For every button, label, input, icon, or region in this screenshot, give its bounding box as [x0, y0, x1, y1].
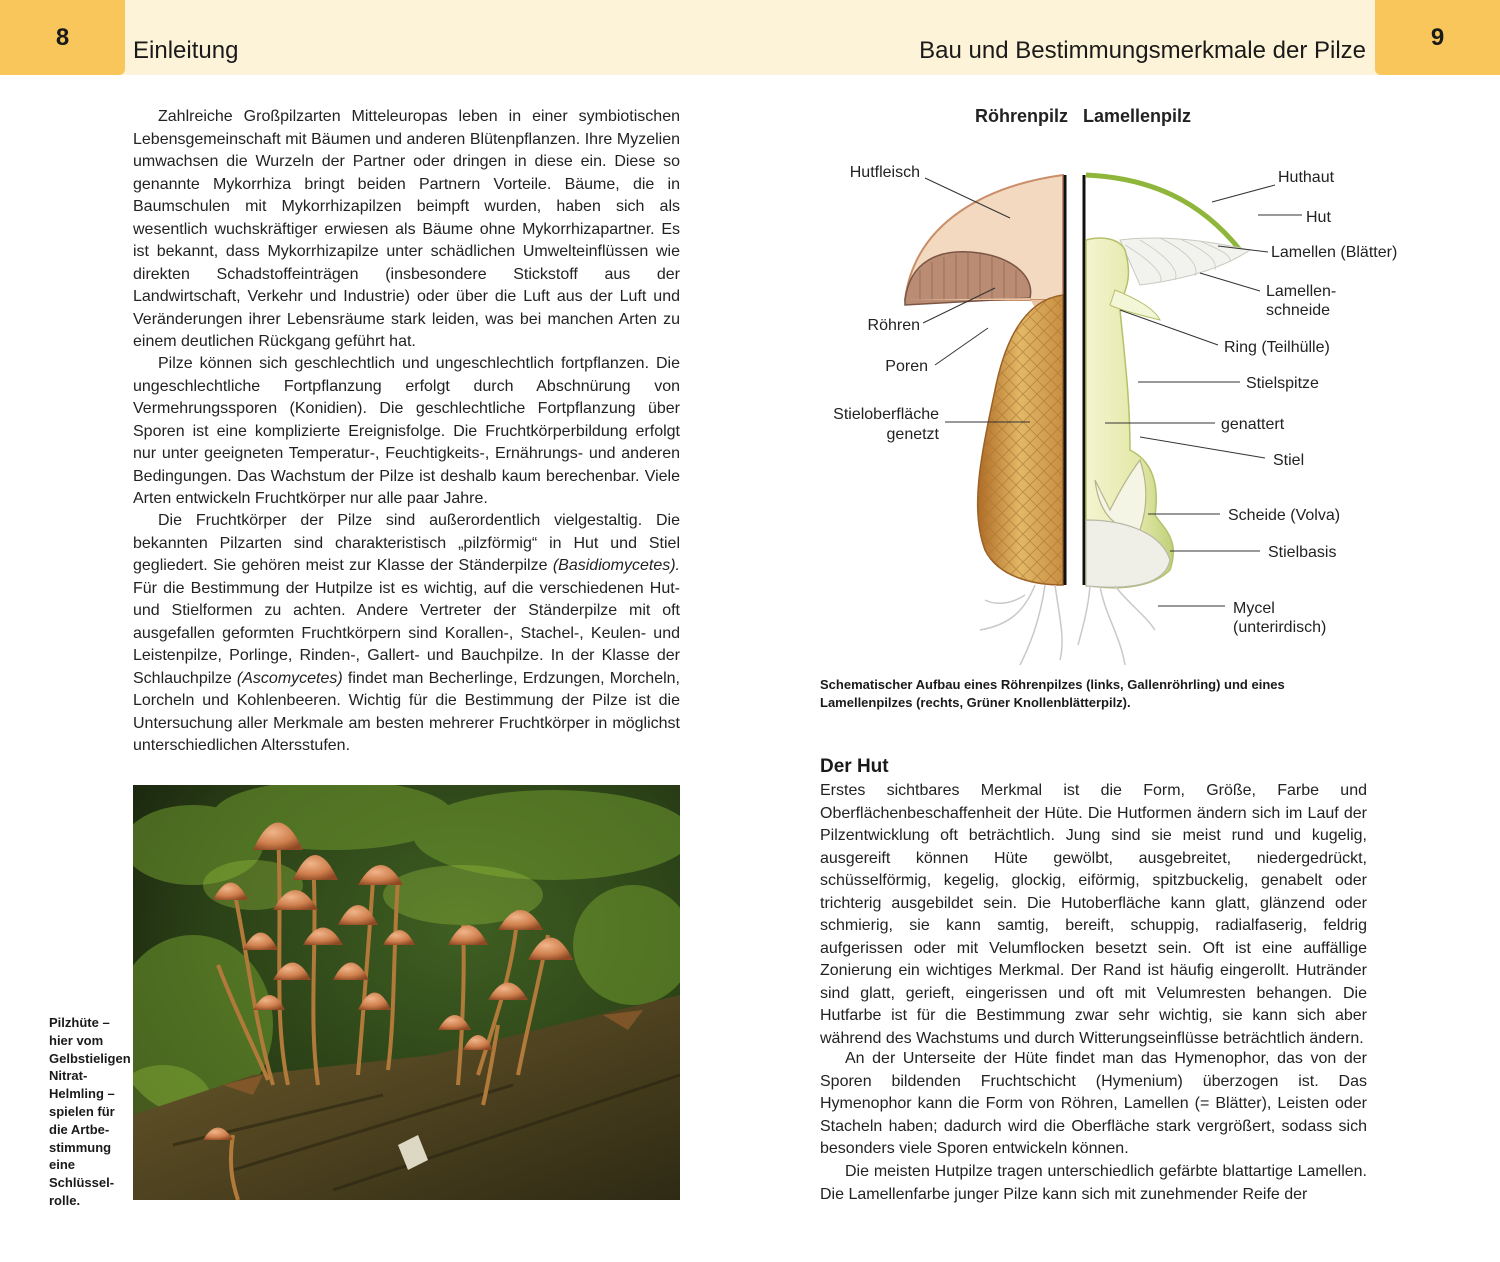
label-genetzt: genetzt	[886, 426, 939, 443]
paragraph-lamellen: Die meisten Hutpilze tragen unterschiedlich gefärbte blattartige Lamellen. Die Lamellenfarbe junger Pilze kann sich mit zunehmender Reife der	[820, 1163, 1367, 1203]
caption-line: Nitrat-	[49, 1068, 88, 1084]
caption-line: rolle.	[49, 1192, 81, 1208]
caption-line: Gelbstieligen	[49, 1050, 131, 1066]
label-poren: Poren	[885, 358, 928, 375]
running-head-right: Bau und Bestimmungsmerkmale der Pilze	[919, 37, 1366, 64]
caption-line: Pilzhüte –	[49, 1015, 110, 1030]
label-stieloberflaeche: Stieloberfläche	[833, 406, 939, 423]
page-number-left: 8	[0, 0, 125, 75]
paragraph-fruchtkoerper	[133, 510, 680, 758]
paragraph-hutformen: Erstes sichtbares Merkmal ist die Form, Größe, Farbe und Oberflächenbeschaffenheit der Hüte. Die Hutformen ändern sich im Lauf der Pilzentwicklung oft beträchtlich. Jung sind sie meist rund und kugelig, ausgereift können Hüte gewölbt, ausgebreitet, niedergedrückt, schüsselförmig, kegelig, glockig, eiförmig, spitzbuckelig, genabelt oder trichterig ausgebildet sein. Die Hutoberfläche kann glatt, glänzend oder schmierig, sie kann samtig, bereift, schuppig, radialfaserig, feldrig aufgerissen oder mit Velumflocken besetzt sein. Oft ist eine auffällige Zonierung ein wichtiges Merkmal. Der Rand ist häufig eingerollt. Hutränder sind glatt, gerieft, eingerissen und oft mit Velumresten behangen. Die Hutfarbe ist für die Bestimmung zwar sehr wichtig, sie kann sich aber während des Wachstums und durch Witterungseinflüsse beträchtlich ändern.	[820, 782, 1367, 1047]
running-head-left: Einleitung	[133, 37, 239, 64]
italic-term: (Basidiomycetes).	[552, 557, 680, 574]
label-unterirdisch: (unterirdisch)	[1233, 619, 1327, 636]
page-number-right: 9	[1375, 0, 1500, 75]
caption-line: hier vom	[49, 1032, 104, 1048]
section-heading: Der Hut	[820, 756, 889, 777]
paragraph-mykorrhiza: Zahlreiche Großpilzarten Mitteleuropas leben in einer symbiotischen Lebensgemeinschaft mit Bäumen und anderen Blütenpflanzen. Ihre Myzelien umwachsen die Wurzeln der Partner oder dringen in diese ein. Diese so genannte Mykorrhiza bringt beiden Partnern Vorteile. Bäume, die in Baumschulen mit Mykorrhizapilzen beimpft wurden, haben sich als wesentlich wuchskräftiger erwiesen als Bäume ohne Mykorrhizapartner. Es ist bekannt, dass Mykorrhizapilze unter schädlichen Umwelteinflüssen wie direkten Schadstoffeinträgen (insbesondere Stickstoff aus der Landwirtschaft, Verkehr und Industrie) oder über die Luft aus der Luft und Veränderungen ihrer Lebensräume stark leiden, was bei manchen Arten zu einem deutlichen Rückgang geführt hat.	[133, 108, 680, 350]
label-stielspitze: Stielspitze	[1246, 375, 1319, 392]
label-ring: Ring (Teilhülle)	[1224, 339, 1330, 356]
caption-line: eine	[49, 1157, 76, 1173]
label-lamellen: Lamellen (Blätter)	[1271, 244, 1398, 261]
label-mycel: Mycel	[1233, 600, 1275, 617]
diagram-title-roehrenpilz: Röhrenpilz	[975, 106, 1068, 126]
diagram-drawing	[820, 100, 1420, 670]
label-lamellenschneide-2: schneide	[1266, 302, 1331, 319]
mushroom-diagram	[820, 100, 1420, 670]
caption-line: Helmling –	[49, 1086, 115, 1102]
label-roehren: Röhren	[867, 317, 920, 334]
label-huthaut: Huthaut	[1278, 169, 1335, 186]
diagram-caption: Schematischer Aufbau eines Röhrenpilzes (links, Gallenröhrling) und eines Lamellenpilzes (rechts, Grüner Knollenblätterpilz).	[820, 677, 1285, 710]
paragraph-text: Die Fruchtkörper der Pilze sind außerordentlich vielgestaltig. Die bekannten Pilzarten sind charakteristisch „pilzförmig“ in Hut und Stiel gegliedert. Sie gehören meist zur Klasse der Ständerpilze	[133, 512, 680, 574]
paragraph-text: Für die Bestimmung der Hutpilze ist es wichtig, auf die verschiedenen Hut- und Stielformen zu achten. Andere Vertreter der Ständerpilze mit oft ausgefallen geformten Fruchtkörpern sind Korallen-, Stachel-, Keulen- und Leistenpilze, Porlinge, Rinden-, Gallert- und Bauchpilze. In der Klasse der Schlauchpilze	[133, 579, 680, 687]
label-hutfleisch: Hutfleisch	[849, 164, 920, 181]
label-scheide: Scheide (Volva)	[1228, 507, 1341, 524]
caption-line: spielen für	[49, 1103, 115, 1119]
paragraph-hymenophor: An der Unterseite der Hüte findet man das Hymenophor, das von der Sporen bildenden Fruchtschicht (Hymenium) überzogen ist. Das Hymenophor kann die Form von Röhren, Lamellen (= Blätter), Leisten oder Stacheln haben; dadurch wird die Oberfläche stark vergrößert, sodass sich besonders viele Sporen entwickeln können.	[820, 1050, 1367, 1157]
paragraph-text: findet man Becherlinge, Erdzungen, Morcheln, Lorcheln und Kohlenbeeren. Wichtig für die Bestimmung der Pilze ist die Untersuchung aller Merkmale am besten mehrerer Fruchtkörper in möglichst unterschiedlichen Altersstufen.	[133, 669, 680, 754]
label-genattert: genattert	[1221, 416, 1285, 433]
caption-line: die Artbe-	[49, 1121, 110, 1137]
italic-term: (Ascomycetes)	[236, 669, 343, 687]
caption-line: stimmung	[49, 1139, 112, 1155]
label-stielbasis: Stielbasis	[1268, 544, 1337, 561]
label-lamellenschneide-1: Lamellen-	[1266, 283, 1337, 300]
label-stiel: Stiel	[1273, 452, 1305, 469]
photo-caption	[49, 1014, 129, 1210]
mushroom-photo-drawing	[133, 785, 680, 1200]
paragraph-fortpflanzung: Pilze können sich geschlechtlich und ungeschlechtlich fortpflanzen. Die ungeschlechtliche Fortpflanzung erfolgt durch Abschnürung von Vermehrungssporen (Konidien). Die geschlechtliche Fortpflanzung über Sporen ist eine komplizierte Ereignisfolge. Die Fruchtkörperbildung erfolgt nur unter geeigneten Temperatur-, Feuchtigkeits-, Ernährungs- und anderen Bedingungen. Das Wachstum der Pilze ist deshalb kaum berechenbar. Viele Arten entwickeln Fruchtkörper nur alle paar Jahre.	[133, 355, 680, 507]
label-hut: Hut	[1306, 209, 1331, 226]
caption-line: Schlüssel-	[49, 1175, 115, 1191]
mushroom-photo	[133, 785, 680, 1200]
diagram-title-lamellenpilz: Lamellenpilz	[1083, 106, 1192, 126]
